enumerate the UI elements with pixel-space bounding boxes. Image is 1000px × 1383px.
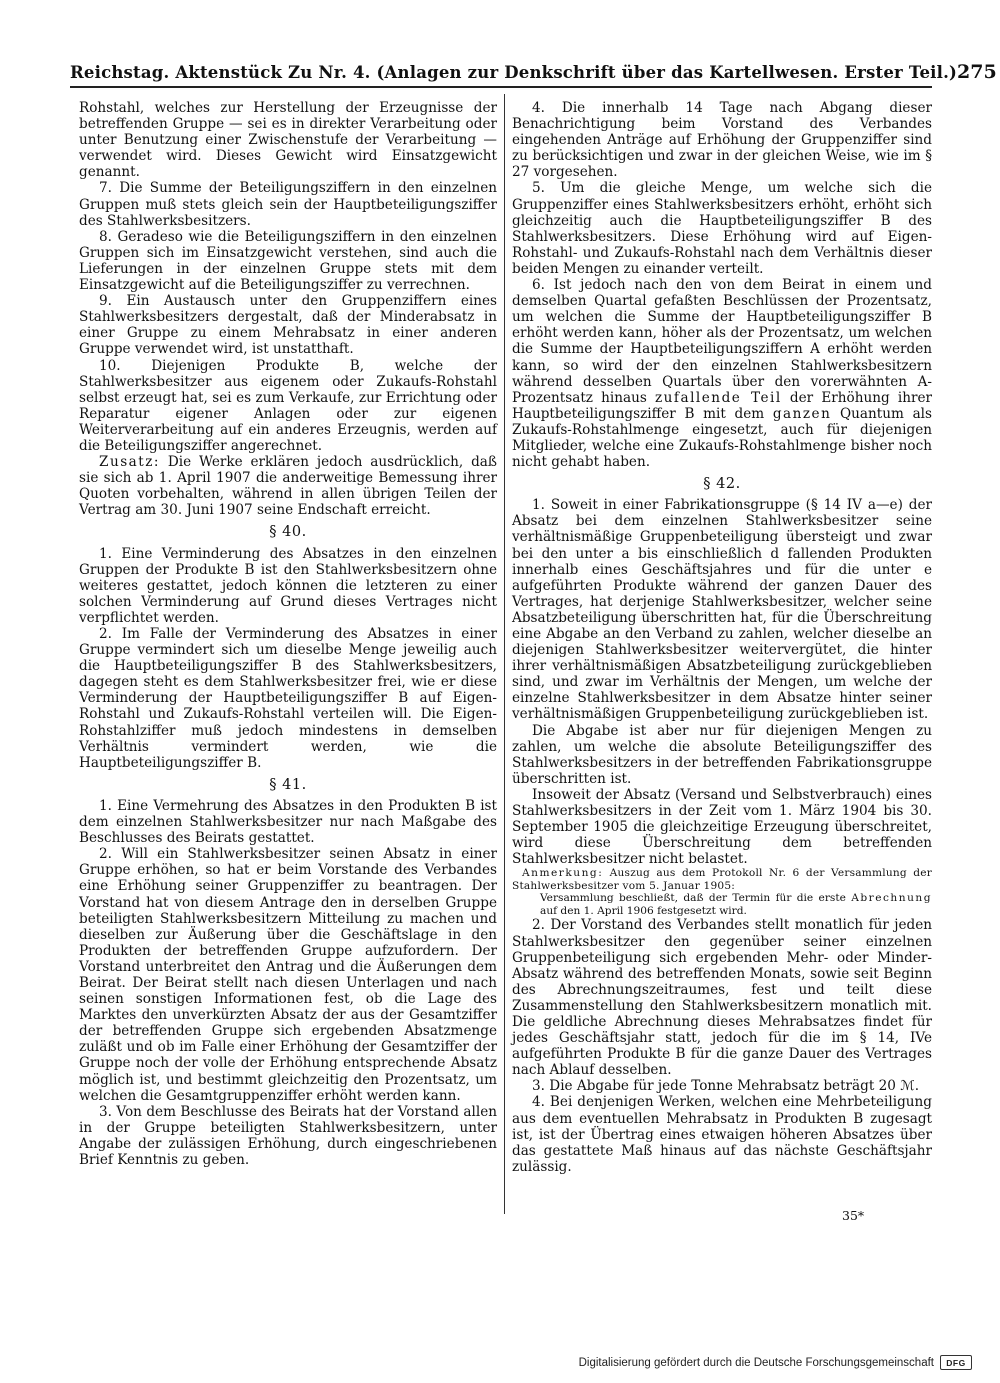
footer [579,1355,972,1370]
paragraph-continuation: Rohstahl, welches zur Herstellung der Erzeugnisse der betreffenden Gruppe — sei es in direkter Verarbeitung oder unter Benutzung einer Zwischenstufe der Verarbeitung — verwendet wird. Dieses Gewicht wird Einsatzgewicht genannt. [79,100,497,181]
page-number: 275 [957,61,997,83]
section-heading-40: § 40. [269,524,307,541]
section-41-paragraph-3: 3. Von dem Beschlusse des Beirats hat der Vorstand allen in der Gruppe beteiligten Stahlwerksbesitzern, unter Angabe der zulässigen Erhöhung, durch eingeschriebenen Brief Kenntnis zu geben. [79,1103,497,1168]
note-quote-part-a: Versammlung beschließt, daß der Termin für die erste [540,892,852,905]
section-42-paragraph-4: 4. Bei denjenigen Werken, welchen eine Mehrbeteiligung aus dem eventuellen Mehrabsatz in Produkten B zugesagt ist, ist der Übertrag eines etwaigen höheren Absatzes über das gestattete Maß hinaus auf das nächste Geschäftsjahr zulässig. [512,1094,932,1175]
section-42-paragraph-1c: Insoweit der Absatz (Versand und Selbstverbrauch) eines Stahlwerksbesitzers in der Zeit vom 1. März 1904 bis 30. September 1905 die gleichzeitige Erzeugung überschreitet, wird diese Überschreitung dem betreffenden Stahlwerksbesitzer nicht belastet. [512,786,932,868]
footer-text: Digitalisierung gefördert durch die Deutsche Forschungsgemeinschaft [578,1356,934,1369]
paragraph-9: 9. Ein Austausch unter den Gruppenziffern eines Stahlwerksbesitzers dergestalt, daß der Minderabsatz in einer Gruppe zu einem Mehrabsatz in einer anderen Gruppe verwendet wird, ist unstatthaft. [79,293,497,358]
section-42-paragraph-2: 2. Der Vorstand des Verbandes stellt monatlich für jeden Stahlwerksbesitzer den gegenüber seiner einzelnen Gruppenbeteiligung sich ergebenden Mehr- oder Minder-Absatz während des betreffenden Monats, sowie seit Beginn des Abrechnungszeitraumes, fest und teilt diese Zusammenstellung den Stahlwerksbesitzern monatlich mit. Die geldliche Abrechnung dieses Mehrabsatzes findet für jedes Geschäftsjahr statt, jedoch für die im § 14, IVe aufgeführten Produkte B für die ganze Dauer des Vertrages nach Ablauf desselben. [512,917,932,1079]
section-42-paragraph-1: 1. Soweit in einer Fabrikationsgruppe (§ 14 IV a—e) der Absatz bei dem einzelnen Stahlwerksbesitzer seine verhältnismäßige Gruppenbeteiligung übersteigt und zwar bei den unter a bis einschließlich d fallenden Produkten innerhalb eines Geschäftsjahres und für die unter e aufgeführten Produkte während der ganzen Dauer des Vertrages, hat derjenige Stahlwerksbesitzer, welcher seine Absatzbeteiligung überschritten hat, für die Überschreitung eine Abgabe an den Verband zu zahlen, welcher dieselbe an diejenigen Stahlwerksbesitzer weitervergütet, die hinter ihrer verhältnismäßigen Absatzbeteiligung zurückgeblieben sind, und zwar im Verhältnis der Mengen, um welche der einzelne Stahlwerksbesitzer in dem Absatze hinter seiner verhältnismäßigen Gruppenbeteiligung zurückgeblieben ist. [512,497,932,723]
note-label: Anmerkung: [522,867,604,880]
paragraph-6-emphasis-2: ganzen [772,405,832,422]
section-40-paragraph-1: 1. Eine Verminderung des Absatzes in den einzelnen Gruppen der Produkte B ist den Stahlwerksbesitzern ohne weiteres gestattet, jedoch können die letzteren zu einer solchen Verminderung auf Grund dieses Vertrages nicht verpflichtet werden. [79,545,497,626]
dfg-logo-icon: DFG [940,1355,972,1370]
page-header [70,52,997,88]
section-40-paragraph-2: 2. Im Falle der Verminderung des Absatzes in einer Gruppe vermindert sich um dieselbe Menge jeweilig auch die Hauptbeteiligungsziffer B des Stahlwerksbesitzers, dagegen steht es dem Stahlwerksbesitzer frei, wie er diese Verminderung der Hauptbeteiligungsziffer B auf Eigen-Rohstahl und Zukaufs-Rohstahl verteilen will. Die Eigen-Rohstahlziffer muß jedoch mindestens in demselben Verhältnis vermindert werden, wie die Hauptbeteiligungsziffer B. [79,626,497,771]
paragraph-8: 8. Geradeso wie die Beteiligungsziffern in den einzelnen Gruppen sich im Einsatzgewicht verstehen, sind auch die Lieferungen in der einzelnen Gruppe stets mit dem Einsatzgewicht auf die Beteiligungsziffer zu verrechnen. [79,228,497,294]
note-quote-part-b: auf den 1. April 1906 festgesetzt wird. [540,904,747,917]
section-heading-42: § 42. [703,476,741,493]
note-quote-emphasis: Abrechnung [851,892,932,905]
zusatz-text: Die Werke erklären jedoch ausdrücklich, daß sie sich ab 1. April 1907 die anderweitige Bemessung ihrer Quoten vorbehalten, während in allen übrigen Teilen der Vertrag am 30. Juni 1907 seine Endschaft erreicht. [79,454,497,519]
paragraph-6-part-b: der Erhöhung ihrer Hauptbeteiligungsziffer B mit dem [512,389,932,422]
section-41-paragraph-2: 2. Will ein Stahlwerksbesitzer seinen Absatz in einer Gruppe erhöhen, so hat er beim Vorstande des Verbandes eine Erhöhung seiner Gruppenziffer zu beantragen. Der Vorstand hat von diesem Antrage den in derselben Gruppe beteiligten Stahlwerksbesitzern Mitteilung zu machen und dieselben zur Äußerung über die Geschäftslage in den Produkten der betreffenden Gruppe aufzufordern. Der Vorstand unterbreitet den Antrag und die Äußerungen dem Beirat. Der Beirat stellt nach diesen Unterlagen und nach seinen sonstigen Informationen fest, ob die Lage des Marktes den unverkürzten Absatz der aus der Gesamtziffer der betreffenden Gruppe sich ergebenden Absatzmenge zuläßt und ob im Falle einer Erhöhung der Gesamtziffer der Gruppe noch der volle der Erhöhung entsprechende Absatz möglich ist, und bestimmt gleichzeitig den Prozentsatz, um welchen die Gesamtgruppenziffer erhöht werden kann. [79,846,497,1104]
paragraph-7: 7. Die Summe der Beteiligungsziffern in den einzelnen Gruppen muß stets gleich sein der Hauptbeteiligungsziffer des Stahlwerksbesitzers. [79,180,497,229]
paragraph-10: 10. Diejenigen Produkte B, welche der Stahlwerksbesitzer aus eigenem oder Zukaufs-Rohstahl selbst erzeugt hat, sei es zum Verkaufe, zur Errichtung oder Reparatur eigener Anlagen oder zur eigenen Weiterverarbeitung auf ein anderes Erzeugnis, werden auf die Beteiligungsziffer angerechnet. [79,357,497,454]
section-42-paragraph-3: 3. Die Abgabe für jede Tonne Mehrabsatz beträgt 20 ℳ. [532,1078,920,1095]
annotation-quote [512,892,932,917]
section-41-paragraph-1: 1. Eine Vermehrung des Absatzes in den Produkten B ist dem einzelnen Stahlwerksbesitzer nur nach Maßgabe des Beschlusses des Beirats gestattet. [79,797,497,847]
column-divider [504,94,505,1214]
paragraph-zusatz [79,454,497,518]
section-heading-41: § 41. [269,776,307,793]
paragraph-6-part-c: Quantum als Zukaufs-Rohstahlmenge eingesetzt, auch für diejenigen Mitglieder, welche eine Zukaufs-Rohstahlmenge bisher noch nicht gehabt haben. [512,405,933,471]
paragraph-6-part-a: 6. Ist jedoch nach den von dem Beirat in einem und demselben Quartal gefaßten Beschlüssen der Prozentsatz, um welchen die Summe der Hauptbeteiligungsziffer B erhöht werden kann, höher als der Prozentsatz, um welchen die Summe der Hauptbeteiligungsziffern A erhöht werden kann, so wird der den einzelnen Stahlwerksbesitzern während desselben Quartals über den vorerwähnten A-Prozentsatz hinaus [512,277,932,406]
paragraph-6-emphasis-1: zufallende Teil [655,389,782,406]
section-41-paragraph-6 [512,277,932,470]
right-column [512,100,932,1175]
zusatz-label: Zusatz: [99,454,160,471]
section-42-paragraph-1b: Die Abgabe ist aber nur für diejenigen Mengen zu zahlen, um welche die absolute Beteiligungsziffer des Stahlwerksbesitzers in der betreffenden Fabrikationsgruppe überschritten ist. [512,722,932,787]
section-41-paragraph-5: 5. Um die gleiche Menge, um welche sich die Gruppenziffer eines Stahlwerksbesitzers erhöht, erhöht sich gleichzeitig auch die Hauptbeteiligungsziffer B des Stahlwerksbesitzers. Diese Erhöhung wird auf Eigen-Rohstahl- und Zukaufs-Rohstahl nach dem Verhältnis dieser beiden Mengen zu einander verteilt. [512,180,932,277]
left-column [79,100,497,1168]
annotation-note [512,867,932,892]
note-text: Auszug aus dem Protokoll Nr. 6 der Versammlung der Stahlwerksbesitzer vom 5. Januar 1905: [512,867,932,892]
section-41-paragraph-4: 4. Die innerhalb 14 Tage nach Abgang dieser Benachrichtigung beim Vorstand des Verbandes eingehenden Anträge auf Erhöhung der Gruppenziffer sind zu berücksichtigen und zwar in der gleichen Weise, wie im § 27 vorgesehen. [512,100,932,181]
sheet-signature: 35* [842,1208,865,1223]
header-title: Reichstag. Aktenstück Zu Nr. 4. (Anlagen zur Denkschrift über das Kartellwesen. Erster Teil.) [70,63,958,82]
